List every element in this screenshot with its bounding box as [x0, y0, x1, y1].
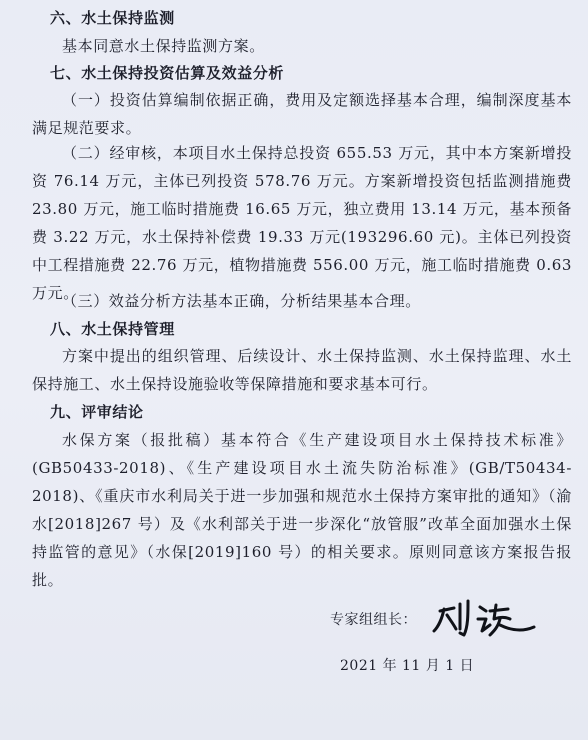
section-9-body: 水保方案（报批稿）基本符合《生产建设项目水土保持技术标准》(GB50433-2018)、《生产建设项目水土流失防治标准》(GB/T50434-2018)、《重庆市水利局关于进一步加强和规范水土保持方案审批的通知》（渝水[2018]267 号）及《水利部关于进一步深化“放管服”改革全面加强水土保持监管的意见》（水保[2019]160 号）的相关要求。原则同意该方案报告报批。	[32, 431, 572, 589]
section-8-body: 方案中提出的组织管理、后续设计、水土保持监测、水土保持监理、水土保持施工、水土保持设施验收等保障措施和要求基本可行。	[32, 347, 572, 393]
section-6-heading: 六、水土保持监测	[50, 9, 175, 27]
signature-label: 专家组组长：	[330, 612, 417, 628]
section-7-paragraph-2: （二）经审核，本项目水土保持总投资 655.53 万元，其中本方案新增投资 76.14 万元，主体已列投资 578.76 万元。方案新增投资包括监测措施费 23.80 万元，施工临时措施费 16.65 万元，独立费用 13.14 万元，基本预备费 3.22 万元，水土保持补偿费 19.33 万元(193296.60 元)。主体已列投资中工程措施费 22.76 万元，植物措施费 556.00 万元，施工临时措施费 0.63 万元。	[32, 144, 572, 302]
section-8-heading: 八、水土保持管理	[50, 320, 175, 338]
section-9-heading: 九、评审结论	[50, 403, 144, 421]
section-7-paragraph-3: （三）效益分析方法基本正确，分析结果基本合理。	[62, 292, 421, 310]
handwritten-signature	[430, 595, 550, 643]
section-7-heading: 七、水土保持投资估算及效益分析	[50, 64, 285, 82]
document-date: 2021 年 11 月 1 日	[340, 658, 475, 674]
section-6-body: 基本同意水土保持监测方案。	[62, 37, 265, 55]
section-7-paragraph-1: （一）投资估算编制依据正确，费用及定额选择基本合理，编制深度基本满足规范要求。	[32, 91, 572, 137]
signature-block	[330, 595, 570, 643]
